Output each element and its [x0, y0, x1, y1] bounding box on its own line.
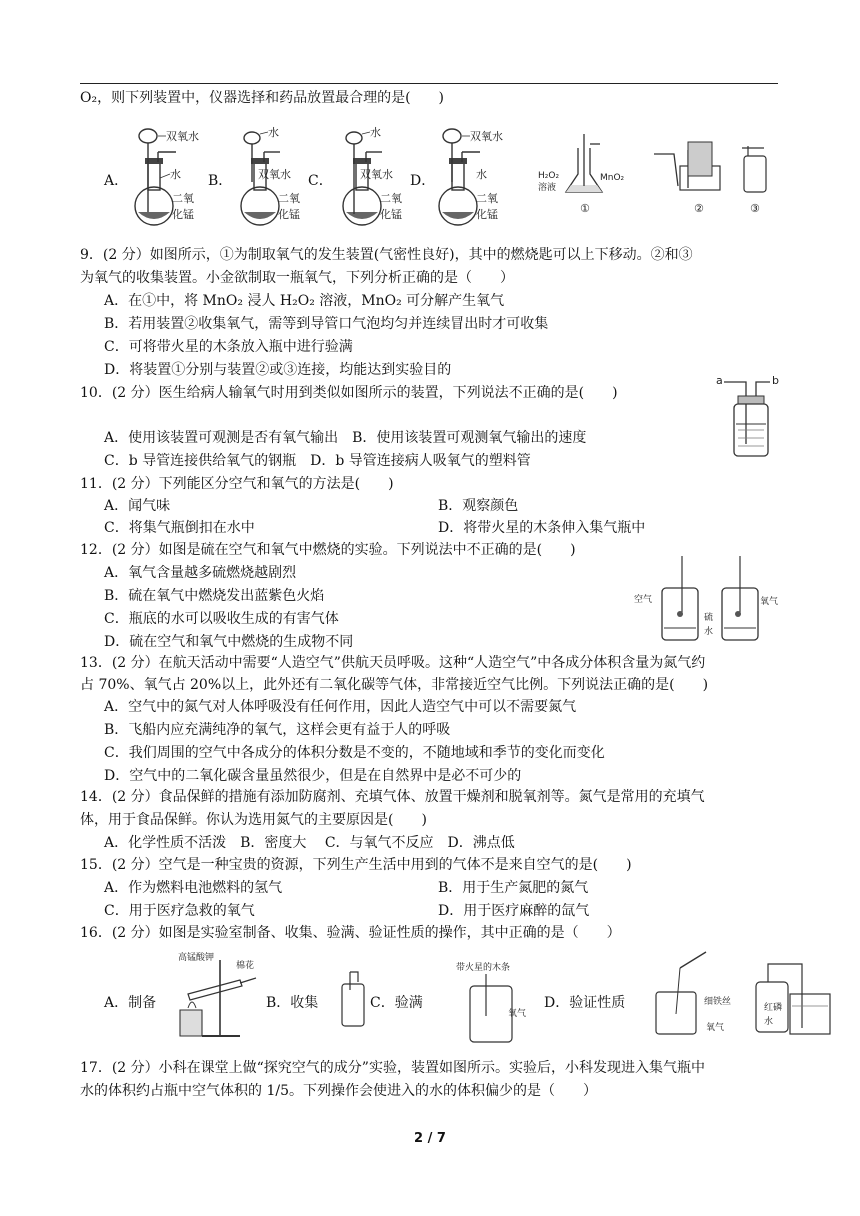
q15-option-b: B．用于生产氮肥的氮气	[438, 880, 589, 896]
q16-fig-oxygen-b: 氧气	[706, 1023, 725, 1033]
q12-option-b: B．硫在氧气中燃烧发出蓝紫色火焰	[104, 588, 325, 604]
q13-stem-line1: 13．(2 分）在航天活动中需要“人造空气”供航天员呼吸。这种“人造空气”中各成分体积含量为氮气约	[80, 655, 706, 671]
q16-option-b: B．收集	[266, 995, 319, 1011]
q8-apparatus-d	[428, 122, 512, 228]
q8-a-top-label: 双氧水	[166, 130, 199, 143]
q8-b-side-label: 双氧水	[258, 168, 291, 181]
q8-c-bottom2-label: 化锰	[380, 208, 402, 221]
q17-stem-line1: 17．(2 分）小科在课堂上做“探究空气的成分”实验，装置如图所示。实验后，小科发现进入集气瓶中	[80, 1060, 705, 1076]
q16-fig-stick: 带火星的木条	[456, 963, 511, 973]
q11-option-d: D．将带火星的木条伸入集气瓶中	[438, 520, 646, 536]
q8-d-bottom1-label: 二氧	[476, 192, 498, 205]
q9-fig-num1: ①	[580, 202, 590, 215]
q8-a-bottom1-label: 二氧	[172, 192, 194, 205]
q9-option-c: C．可将带火星的木条放入瓶中进行验满	[104, 339, 353, 355]
q12-fig-water: 水	[704, 627, 714, 637]
q9-fig-num2: ②	[694, 202, 704, 215]
q10-options-cd: C．b 导管连接供给氧气的钢瓶 D．b 导管连接病人吸氧气的塑料管	[104, 453, 531, 469]
q8-d-side-label: 水	[476, 168, 487, 181]
q12-option-d: D．硫在空气和氧气中燃烧的生成物不同	[104, 634, 354, 650]
q16-fig-wire: 细铁丝	[704, 997, 732, 1007]
q16-option-d: D．验证性质	[544, 995, 626, 1011]
q16-stem: 16．(2 分）如图是实验室制备、收集、验满、验证性质的操作，其中正确的是（ ）	[80, 925, 621, 941]
q16-option-a: A．制备	[104, 995, 157, 1011]
q16-figure-c	[438, 960, 538, 1046]
q9-fig-mno2: MnO₂	[600, 173, 625, 183]
q8-b-top-label: 水	[268, 126, 279, 139]
q10-fig-a: a	[716, 374, 723, 387]
q16-fig-cotton: 棉花	[236, 961, 255, 971]
q15-option-c: C．用于医疗急救的氧气	[104, 903, 255, 919]
q12-option-a: A．氧气含量越多硫燃烧越剧烈	[104, 565, 297, 581]
q16-figure-a	[166, 950, 262, 1040]
q9-option-a: A．在①中，将 MnO₂ 浸人 H₂O₂ 溶液，MnO₂ 可分解产生氧气	[104, 293, 505, 309]
q12-fig-oxygen: 氧气	[760, 597, 779, 607]
q14-stem-line1: 14．(2 分）食品保鲜的措施有添加防腐剂、充填气体、放置干燥剂和脱氧剂等。氮气是常用的充填气	[80, 789, 705, 805]
q8-b-bottom2-label: 化锰	[278, 208, 300, 221]
q11-stem: 11．(2 分）下列能区分空气和氧气的方法是( )	[80, 476, 394, 492]
q8-apparatus-a	[124, 122, 208, 228]
q8-c-side-label: 双氧水	[360, 168, 393, 181]
q9-figure	[538, 130, 774, 220]
q15-option-a: A．作为燃料电池燃料的氢气	[104, 880, 283, 896]
q8-b-bottom1-label: 二氧	[278, 192, 300, 205]
q12-stem: 12．(2 分）如图是硫在空气和氧气中燃烧的实验。下列说法中不正确的是( )	[80, 542, 576, 558]
page-number: 2 / 7	[414, 1131, 446, 1146]
q9-option-d: D．将装置①分别与装置②或③连接，均能达到实验目的	[104, 362, 452, 378]
q9-fig-h2o2: H₂O₂	[538, 171, 560, 181]
q8-option-d: D．	[410, 173, 436, 189]
q16-fig-kmno4: 高锰酸钾	[178, 953, 215, 963]
q10-figure	[716, 374, 782, 462]
q8-apparatus-c	[332, 122, 412, 228]
q16-fig-oxygen: 氧气	[508, 1009, 527, 1019]
q13-stem-line2: 占 70%、氧气占 20%以上，此外还有二氧化碳等气体，非常接近空气比例。下列说法正确的是( )	[80, 677, 709, 693]
q13-option-b: B．飞船内应充满纯净的氧气，这样会更有益于人的呼吸	[104, 722, 451, 738]
q8-d-bottom2-label: 化锰	[476, 208, 498, 221]
q12-fig-air: 空气	[634, 595, 653, 605]
q16-option-c: C．验满	[370, 995, 423, 1011]
q12-figure	[632, 554, 782, 646]
q15-option-d: D．用于医疗麻醉的氙气	[438, 903, 590, 919]
q8-a-side-label: 水	[170, 168, 181, 181]
q9-fig-num3: ③	[750, 202, 760, 215]
q10-stem: 10．(2 分）医生给病人输氧气时用到类似如图所示的装置，下列说法不正确的是( )	[80, 385, 618, 401]
q10-options-ab: A．使用该装置可观测是否有氧气输出 B．使用该装置可观测氧气输出的速度	[104, 430, 587, 446]
q17-stem-line2: 水的体积约占瓶中空气体积的 1/5。下列操作会使进入的水的体积偏少的是（ ）	[80, 1083, 597, 1099]
q14-stem-line2: 体，用于食品保鲜。你认为选用氮气的主要原因是( )	[80, 812, 427, 828]
q14-options: A．化学性质不活泼 B．密度大 C．与氧气不反应 D．沸点低	[104, 835, 515, 851]
q13-option-d: D．空气中的二氧化碳含量虽然很少，但是在自然界中是必不可少的	[104, 768, 522, 784]
q13-option-c: C．我们周围的空气中各成分的体积分数是不变的，不随地域和季节的变化而变化	[104, 745, 605, 761]
q16-figure-d	[646, 948, 836, 1040]
q11-option-b: B．观察颜色	[438, 498, 519, 514]
q16-figure-b	[338, 970, 368, 1030]
q9-stem-line1: 9．(2 分）如图所示，①为制取氧气的发生装置(气密性良好)，其中的燃烧匙可以上下移动。②和③	[80, 247, 693, 263]
q9-fig-solution: 溶液	[538, 183, 557, 193]
q16-fig-red-phosphorus: 红磷	[764, 1003, 783, 1013]
header-rule	[80, 83, 778, 84]
q8-c-top-label: 水	[370, 126, 381, 139]
q9-stem-line2: 为氧气的收集装置。小金欲制取一瓶氧气，下列分析正确的是（ ）	[80, 270, 514, 286]
q8-d-top-label: 双氧水	[470, 130, 503, 143]
q8-option-c: C．	[308, 173, 333, 189]
q9-option-b: B．若用装置②收集氧气，需等到导管口气泡均匀并连续冒出时才可收集	[104, 316, 549, 332]
q8-c-bottom1-label: 二氧	[380, 192, 402, 205]
q10-fig-b: b	[772, 374, 779, 387]
q12-fig-sulfur: 硫	[704, 613, 714, 623]
q8-option-b: B．	[208, 173, 233, 189]
q8-option-a: A．	[104, 173, 129, 189]
q11-option-a: A．闻气味	[104, 498, 171, 514]
q13-option-a: A．空气中的氮气对人体呼吸没有任何作用，因此人造空气中可以不需要氮气	[104, 699, 577, 715]
q8-apparatus-b	[230, 122, 310, 228]
q16-fig-water: 水	[764, 1017, 774, 1027]
q11-option-c: C．将集气瓶倒扣在水中	[104, 520, 255, 536]
q15-stem: 15．(2 分）空气是一种宝贵的资源，下列生产生活中用到的气体不是来自空气的是( )	[80, 857, 632, 873]
q12-option-c: C．瓶底的水可以吸收生成的有害气体	[104, 611, 339, 627]
q8-a-bottom2-label: 化锰	[172, 208, 194, 221]
question-8-stem-end: O₂，则下列装置中，仪器选择和药品放置最合理的是( )	[80, 90, 445, 106]
